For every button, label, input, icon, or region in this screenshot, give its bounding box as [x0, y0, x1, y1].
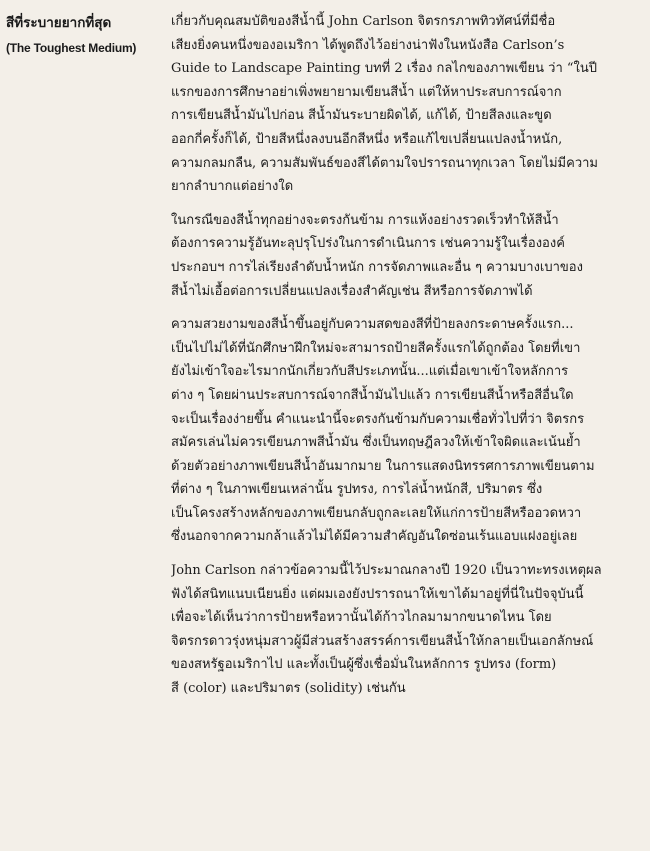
text-line: เกี่ยวกับคุณสมบัติของสีน้ำนี้ John Carlson จิตรกรภาพทิวทัศน์ที่มีชื่อ — [171, 14, 556, 29]
text-line: ยากลำบากแต่อย่างใด — [171, 179, 294, 195]
text-line: ด้วยตัวอย่างภาพเขียนสีน้ำอันมากมาย ในการแสดงนิทรรศการภาพเขียนตาม — [171, 458, 595, 474]
text-line: จิตรกรดาวรุ่งหนุ่มสาวผู้มีส่วนสร้างสรรค์การเขียนสีน้ำให้กลายเป็นเอกลักษณ์ — [171, 633, 594, 649]
text-line: เป็นโครงสร้างหลักของภาพเขียนกลับถูกละเลยให้แก่การป้ายสีหรืออวดหวา — [171, 505, 582, 521]
text-line: ซึ่งนอกจากความกล้าแล้วไม่ได้มีความสำคัญอันใดซ่อนเร้นแอบแฝงอยู่เลย — [171, 529, 578, 545]
paragraph-3 — [171, 313, 637, 549]
text-line: สีน้ำไม่เอื้อต่อการเปลี่ยนแปลงเรื่องสำคัญเช่น สีหรือการจัดภาพได้ — [171, 283, 533, 299]
body-text — [171, 10, 637, 711]
text-line: เป็นไปไม่ได้ที่นักศึกษาฝึกใหม่จะสามารถป้ายสีครั้งแรกได้ถูกต้อง โดยที่เขา — [171, 340, 581, 356]
paragraph-2 — [171, 209, 637, 303]
text-line: จะเป็นเรื่องง่ายขึ้น คำแนะนำนี้จะตรงกันข้ามกับความเชื่อทั่วไปที่ว่า จิตรกร — [171, 411, 585, 427]
text-line: Guide to Landscape Painting บทที่ 2 เรื่อง กลไกของภาพเขียน ว่า “ในปี — [171, 61, 598, 77]
text-line: ของสหรัฐอเมริกาไป และทั้งเป็นผู้ซึ่งเชื่อมั่นในหลักการ รูปทรง (form) — [171, 657, 557, 673]
text-line: ต่าง ๆ โดยผ่านประสบการณ์จากสีน้ำมันไปแล้ว การเขียนสีน้ำหรือสีอื่นใด — [171, 387, 574, 403]
sidebar — [6, 12, 166, 58]
section-heading: สีที่ระบายยากที่สุด — [6, 15, 112, 31]
text-line: ความกลมกลืน, ความสัมพันธ์ของสีได้ตามใจปรารถนาทุกเวลา โดยไม่มีความ — [171, 155, 598, 171]
paragraph-4 — [171, 559, 637, 701]
text-line: John Carlson กล่าวข้อความนี้ไว้ประมาณกลางปี 1920 เป็นวาทะทรงเหตุผล — [171, 563, 602, 579]
text-line: สี (color) และปริมาตร (solidity) เช่นกัน — [171, 681, 406, 697]
text-line: ประกอบฯ การไล่เรียงลำดับน้ำหนัก การจัดภาพและอื่น ๆ ความบางเบาของ — [171, 259, 583, 275]
text-line: สมัครเล่นไม่ควรเขียนภาพสีน้ำมัน ซึ่งเป็นทฤษฎีลวงให้เข้าใจผิดและเน้นย้ำ — [171, 435, 581, 451]
section-subheading: (The Toughest Medium) — [6, 41, 137, 55]
paragraph-1 — [171, 10, 637, 199]
text-line: ยังไม่เข้าใจอะไรมากนักเกี่ยวกับสีประเภทนั้น...แต่เมื่อเขาเข้าใจหลักการ — [171, 364, 569, 380]
text-line: การเขียนสีน้ำมันไปก่อน สีน้ำมันระบายผิดได้, แก้ได้, ป้ายสีลงและขูด — [171, 108, 552, 124]
text-line: เพื่อจะได้เห็นว่าการป้ายหรือหวานั้นได้ก้าวไกลมามากขนาดไหน โดย — [171, 610, 552, 626]
text-line: แรกของการศึกษาอย่าเพิ่งพยายามเขียนสีน้ำ แต่ให้หาประสบการณ์จาก — [171, 84, 562, 100]
text-line: เสียงยิ่งคนหนึ่งของอเมริกา ได้พูดถึงไว้อย่างน่าฟังในหนังสือ Carlson’s — [171, 37, 565, 53]
text-line: ต้องการความรู้อันทะลุปรุโปร่งในการดำเนินการ เช่นความรู้ในเรื่ององค์ — [171, 236, 565, 252]
text-line: ความสวยงามของสีน้ำขึ้นอยู่กับความสดของสีที่ป้ายลงกระดาษครั้งแรก... — [171, 317, 574, 333]
text-line: ออกกี่ครั้งก็ได้, ป้ายสีหนึ่งลงบนอีกสีหนึ่ง หรือแก้ไขเปลี่ยนแปลงน้ำหนัก, — [171, 131, 563, 147]
text-line: ที่ต่าง ๆ ในภาพเขียนเหล่านั้น รูปทรง, การไล่น้ำหนักสี, ปริมาตร ซึ่ง — [171, 482, 543, 498]
text-line: ฟังได้สนิทแนบเนียนยิ่ง แต่ผมเองยังปรารถนาให้เขาได้มาอยู่ที่นี่ในปัจจุบันนี้ — [171, 586, 584, 602]
text-line: ในกรณีของสีน้ำทุกอย่างจะตรงกันข้าม การแห้งอย่างรวดเร็วทำให้สีน้ำ — [171, 212, 559, 228]
